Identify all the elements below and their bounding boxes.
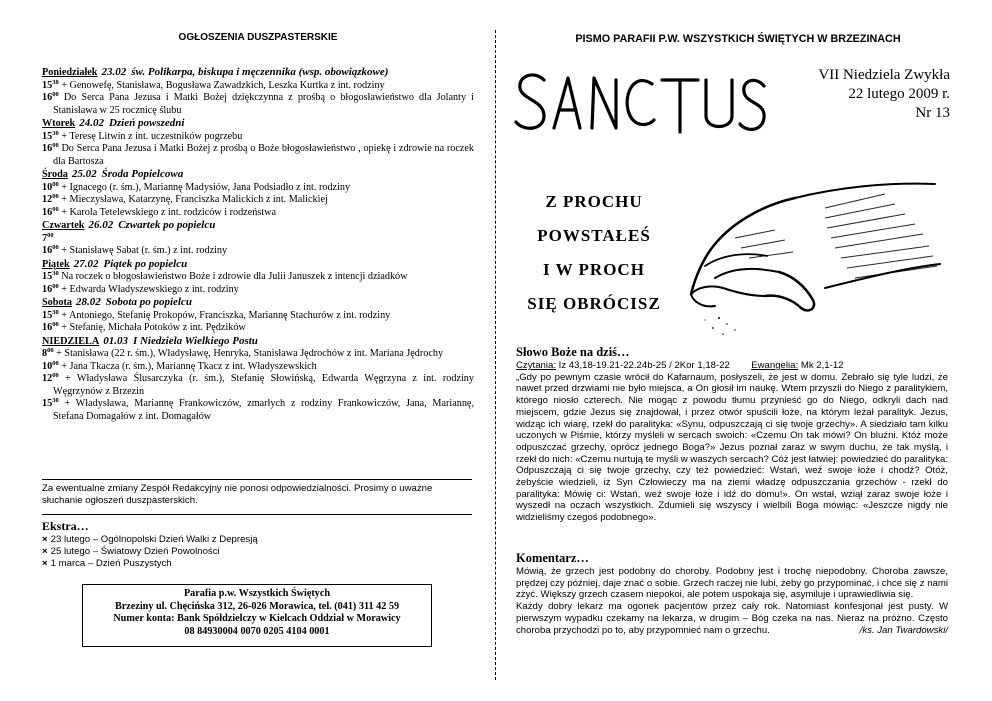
mass-time-minutes: 00 (47, 231, 54, 239)
intention-text: + Stefanię, Michała Potoków z int. Pędzików (61, 322, 246, 333)
days-list (42, 66, 474, 423)
mass-time-minutes: 30 (52, 397, 59, 404)
mass-time: 15 (42, 309, 53, 321)
issue-info (772, 66, 950, 123)
day-name: Czwartek (42, 220, 85, 231)
mass-time-minutes: 30 (52, 270, 59, 277)
ekstra-title: Ekstra… (42, 519, 89, 533)
ekstra-item: × 1 marca – Dzień Puszystych (42, 558, 172, 569)
mass-time: 15 (42, 130, 53, 142)
mass-intention (42, 143, 474, 168)
commentary-paragraph: Każdy dobry lekarz ma ogonek pacjentów przez cały rok. Natomiast konfesjonał jest pusty. W pierwszym wypadku czekamy na lekarza, w drugim – Bóg czeka na nas. Nieraz na próżno. Często choroba przychodzi po to, aby przypomnieć nam o grzechu. /ks. Jan Twardowski/ (516, 601, 948, 636)
mass-time-minutes: 30 (52, 78, 59, 86)
day-block (42, 168, 474, 219)
motto-line: Z PROCHU (545, 192, 643, 211)
intention-text: Na roczek o błogosławieństwo Boże i zdrowie dla Julii Januszek z intencji dziadków (61, 271, 408, 282)
intention-text: + Genowefę, Stanisława, Bogusława Zawadzkich, Leszka Kurtka z int. rodziny (61, 79, 385, 91)
day-date: 24.02 (79, 117, 104, 129)
mass-intention (42, 194, 474, 207)
newsletter-header: PISMO PARAFII P.W. WSZYSTKICH ŚWIĘTYCH W BRZEZINACH (575, 33, 901, 45)
day-heading (42, 258, 474, 272)
mass-time-minutes: 00 (52, 193, 59, 200)
mass-time: 16 (42, 283, 53, 295)
commentary-section (516, 551, 948, 636)
readings-line (516, 360, 948, 372)
day-name: Sobota (42, 297, 73, 308)
mass-time-minutes: 00 (52, 91, 59, 98)
intention-text: + Jana Tkacza (r. śm.), Mariannę Tkacz z int. Władyszewskich (61, 360, 317, 372)
bullet-icon: × (42, 546, 48, 557)
day-name: Poniedziałek (42, 67, 98, 78)
day-heading (42, 117, 474, 131)
mass-time-minutes: 00 (52, 359, 59, 367)
intention-text: + Stanisławę Sabat (r. śm.) z int. rodziny (61, 245, 228, 256)
issue-date: 22 lutego 2009 r. (848, 86, 950, 102)
day-title: Środa Popielcowa (101, 168, 184, 180)
mass-time: 10 (42, 360, 53, 372)
parish-address: Brzeziny ul. Chęcińska 312, 26-026 Morawica, tel. (041) 311 42 59 (114, 600, 400, 612)
day-title: Sobota po popielcu (105, 296, 192, 308)
announcements-column (42, 30, 474, 423)
gospel-ref: Mk 2,1-12 (800, 360, 844, 371)
day-block (42, 117, 474, 168)
intention-text: + Władysława, Mariannę Frankowiczów, zmarłych z rodziny Frankowiczów, Jana, Mariannę, Stefana Domagałów z int. Domagałów (53, 398, 474, 422)
day-date: 23.02 (101, 66, 127, 78)
announcements-header: OGŁOSZENIA DUSZPASTERSKIE (178, 32, 338, 43)
day-heading (42, 168, 474, 182)
mass-time: 15 (42, 271, 53, 282)
mass-time-minutes: 00 (52, 321, 59, 328)
ekstra-item: × 25 lutego – Światowy Dzień Powolności (42, 546, 220, 557)
mass-intention (42, 310, 474, 323)
issue-sunday: VII Niedziela Zwykła (818, 67, 950, 83)
ekstra-item: × 23 lutego – Ogólnopolski Dzień Walki z Depresją (42, 534, 258, 545)
day-block (42, 335, 474, 424)
day-name: Środa (42, 169, 68, 180)
mass-time-minutes: 00 (47, 347, 54, 354)
day-title: I Niedziela Wielkiego Postu (132, 334, 258, 347)
day-date: 27.02 (73, 257, 99, 270)
mass-time-minutes: 00 (52, 244, 59, 251)
mass-intention (42, 80, 474, 93)
mass-intention (42, 271, 474, 284)
intention-text: Do Serca Pana Jezusa i Matki Bożej dziękczynna z prośbą o błogosławieństwo dla Jolanty i Stanisława w 25 rocznicę ślubu (53, 92, 475, 116)
parish-name: Parafia p.w. Wszystkich Świętych (183, 588, 331, 599)
day-block (42, 258, 474, 297)
bullet-icon: × (42, 558, 48, 569)
day-block (42, 66, 474, 117)
mass-time-minutes: 00 (52, 205, 59, 213)
mass-time: 7 (42, 232, 48, 244)
mass-time-minutes: 30 (52, 129, 59, 137)
intention-text: + Teresę Litwin z int. uczestników pogrzebu (61, 130, 243, 142)
mass-time: 16 (42, 143, 53, 154)
mass-intention (42, 322, 474, 335)
day-date: 26.02 (88, 219, 114, 231)
day-block (42, 296, 474, 335)
mass-intention (42, 131, 474, 144)
mass-intention (42, 373, 474, 398)
mass-time: 15 (42, 79, 53, 91)
mass-time-minutes: 00 (52, 180, 59, 188)
parish-bank: Numer konta: Bank Spółdzielczy w Kielcach Oddział w Morawicy (113, 613, 401, 624)
mass-time: 15 (42, 398, 53, 409)
mass-time: 16 (42, 92, 53, 103)
mass-time-minutes: 00 (52, 282, 59, 290)
mass-time-minutes: 30 (52, 308, 59, 316)
mass-intention (42, 361, 474, 374)
intention-text: Do Serca Pana Jezusa i Matki Bożej z prośbą o Boże błogosławieństwo , opiekę i zdrowie na roczek dla Bartosza (53, 143, 475, 167)
gospel-label: Ewangelia: (751, 360, 799, 371)
mass-intention (42, 207, 474, 220)
bullet-icon: × (42, 534, 48, 545)
day-title: Czwartek po popielcu (118, 219, 216, 231)
mass-time: 12 (42, 373, 53, 384)
mass-intention (42, 348, 474, 361)
logo-text: SANCTUS (510, 58, 515, 59)
day-title: Piątek po popielcu (103, 257, 188, 270)
gospel-text: „Gdy po pewnym czasie wrócił do Kafarnaum, posłyszeli, że jest w domu. Zebrało się tyle ludzi, że nawet przed drzwiami nie było miejsca, a On głosił im naukę. Wtem przyszli do Niego z paralitykiem, którego niosło czterech. Nie mogąc z powodu tłumu przynieść go do Niego, odkryli dach nad miejscem, gdzie Jezus się znajdował, i przez otwór spuścili łoże, na którym leżał paralityk. Jezus, widząc ich wiarę, rzekł do paralityka: «Synu, odpuszczają ci się twoje grzechy». A siedziało tam kilku uczonych w Piśmie, którzy myśleli w sercach swoich: «Czemu On tak mówi? On bluźni. Któż może odpuszczać grzechy, oprócz jednego Boga?» Jezus poznał zaraz w swym duchu, że tak myślą, i rzekł do nich: «Czemu nurtują te myśli w waszych sercach? Cóż jest łatwiej: powiedzieć do paralityka: Odpuszczają ci się twoje grzechy, czy też powiedzieć: Wstań, weź swoje łoże i chodź? Otóż, żebyście wiedzieli, iż Syn Człowieczy ma na ziemi władzę odpuszczania grzechów - rzekł do paralityka: Mówię ci: Wstań, weź swoje łoże i idź do domu!». On wstał, wziął zaraz swoje łoże i wyszedł na oczach wszystkich. Zdumieli się wszyscy i wielbili Boga mówiąc: «Jeszcze nigdy nie widzieliśmy czegoś podobnego». (516, 371, 948, 524)
word-of-god-section (516, 345, 948, 524)
day-heading (42, 296, 474, 310)
motto-line: SIĘ OBRÓCISZ (527, 294, 661, 313)
commentary-title: Komentarz… (516, 551, 589, 565)
day-title: św. Polikarpa, biskupa i męczennika (wsp. obowiązkowe) (131, 66, 389, 78)
mass-intention (42, 92, 474, 117)
ekstra-section (42, 519, 472, 570)
intention-text: + Władysława Ślusarczyka (r. śm.), Stefanię Słowińską, Edwarda Węgrzyna z int. rodziny Węgrzynów z Brzezin (53, 373, 474, 397)
mass-time: 16 (42, 206, 53, 218)
intention-text: + Karola Tetelewskiego z int. rodziców i rodzeństwa (61, 206, 276, 218)
day-block (42, 219, 474, 258)
mass-time-minutes: 00 (52, 372, 59, 379)
intention-text: + Antoniego, Stefanię Prokopów, Franciszka, Mariannę Stachurów z int. rodziny (61, 309, 391, 321)
commentary-signature: /ks. Jan Twardowski/ (859, 624, 948, 636)
day-date: 25.02 (71, 168, 97, 180)
day-name: Wtorek (42, 118, 76, 129)
motto-line: POWSTAŁEŚ (537, 226, 651, 245)
editorial-note: Za ewentualne zmiany Zespół Redakcyjny nie ponosi odpowiedzialności. Prosimy o uważne słuchanie ogłoszeń duszpasterskich. (42, 479, 472, 507)
parish-account: 08 84930004 0070 0205 4104 0001 (184, 625, 330, 637)
mass-intention (42, 233, 474, 246)
day-date: 28.02 (76, 296, 101, 308)
intention-text: + Stanisława (22 r. śm.), Władysławę, Henryka, Stanisława Jędrochów z int. Mariana Jędrochy (56, 348, 444, 359)
day-name: NIEDZIELA (42, 335, 100, 347)
mass-intention (42, 284, 474, 297)
day-heading (42, 335, 474, 349)
mass-time: 12 (42, 194, 53, 205)
mass-time-minutes: 00 (52, 142, 59, 149)
issue-number: Nr 13 (915, 105, 950, 121)
mass-time: 16 (42, 322, 53, 333)
mass-intention (42, 245, 474, 258)
intention-text: + Mieczysława, Katarzynę, Franciszka Malickich z int. Malickiej (61, 194, 328, 205)
divider-line (42, 514, 472, 515)
commentary-paragraph: Mówią, że grzech jest podobny do choroby. Podobny jest i trochę niepodobny. Choroba zawsze, prędzej czy później, daje znać o sobie. Grzech raczej nie lubi, żeby go przypominać, i chce się z nami zżyć. Większy grzech czasem niepokoi, ale potem uspokaja się, asymiluje i uprawiedliwia się. (516, 566, 948, 601)
word-title: Słowo Boże na dziś… (516, 345, 630, 359)
readings-label: Czytania: (516, 360, 556, 371)
mass-time: 8 (42, 348, 48, 359)
parish-info-box (82, 584, 432, 647)
day-name: Piątek (42, 258, 70, 270)
mass-time: 16 (42, 245, 53, 256)
intention-text: + Ignacego (r. śm.), Mariannę Madysiów, Jana Podsiadło z int. rodziny (61, 181, 351, 193)
day-date: 01.03 (103, 334, 128, 347)
hand-illustration (675, 168, 955, 338)
page-divider (495, 30, 496, 680)
mass-intention (42, 398, 474, 423)
intention-text: + Edwarda Władyszewskiego z int. rodziny (61, 283, 239, 295)
day-heading (42, 66, 474, 80)
mass-time: 10 (42, 181, 53, 193)
sanctus-logo (510, 58, 770, 148)
motto-line: I W PROCH (543, 260, 645, 279)
readings-refs: Iz 43,18-19.21-22.24b-25 / 2Kor 1,18-22 (558, 360, 730, 371)
day-title: Dzień powszedni (108, 117, 185, 129)
mass-intention (42, 182, 474, 195)
day-heading (42, 219, 474, 233)
